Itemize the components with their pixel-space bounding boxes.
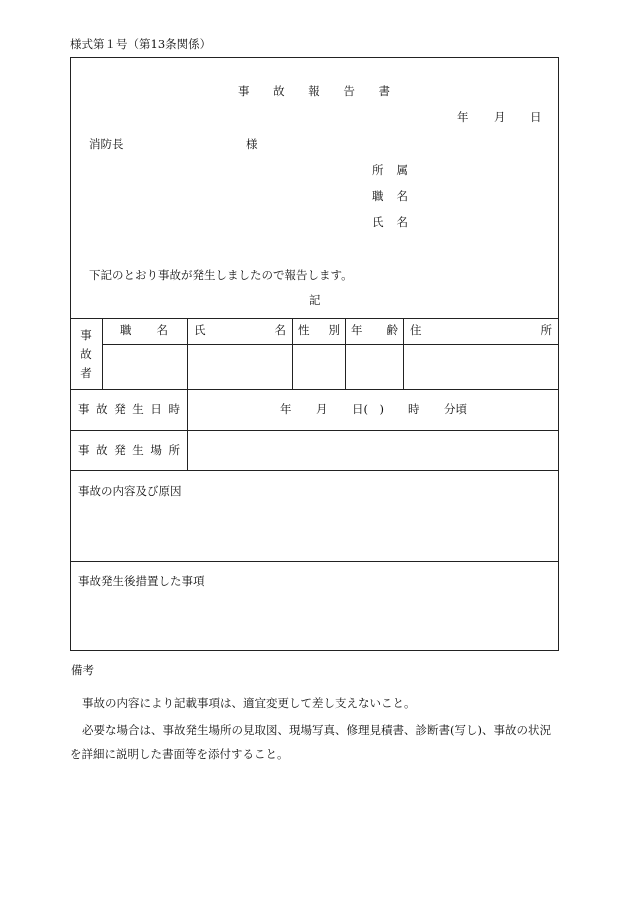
date-day: 日: [530, 110, 542, 124]
datetime-month: 月: [316, 402, 328, 416]
age-address-divider: [403, 318, 404, 389]
header-gender: 性 別: [298, 323, 340, 337]
date-month: 月: [494, 110, 506, 124]
datetime-hour: 時: [408, 402, 420, 416]
header-address: 住 所: [410, 323, 552, 337]
form-label: 様式第１号（第13条関係）: [70, 37, 212, 51]
measures-label: 事故発生後措置した事項: [78, 574, 205, 588]
addressee-honorific: 様: [246, 137, 258, 151]
place-bottom-line: [70, 470, 559, 471]
header-bottom-line: [102, 344, 559, 345]
date-year: 年: [457, 110, 469, 124]
datetime-year: 年: [280, 402, 292, 416]
content-cause-label: 事故の内容及び原因: [78, 484, 182, 498]
table-top-line: [70, 318, 559, 319]
datetime-minute: 分頃: [444, 402, 467, 416]
addressee-title: 消防長: [89, 137, 124, 151]
reporter-affiliation-label: 所 属: [372, 163, 408, 177]
remarks-heading: 備考: [71, 663, 94, 677]
position-name-divider: [187, 318, 188, 470]
party-label-divider: [102, 318, 103, 389]
datetime-label: 事 故 発 生 日 時: [78, 402, 180, 416]
header-name: 氏 名: [194, 323, 286, 337]
reporter-position-label: 職 名: [372, 189, 408, 203]
gender-age-divider: [345, 318, 346, 389]
content-bottom-line: [70, 561, 559, 562]
header-age: 年 齢: [351, 323, 398, 337]
intro-text: 下記のとおり事故が発生しましたので報告します。: [89, 268, 353, 282]
remark-item: 事故の内容により記載事項は、適宜変更して差し支えないこと。: [82, 696, 416, 710]
reporter-name-label: 氏 名: [372, 215, 408, 229]
place-label: 事 故 発 生 場 所: [78, 443, 180, 457]
document-title: 事 故 報 告 書: [238, 84, 390, 98]
ki-label: 記: [309, 293, 321, 307]
party-bottom-line: [70, 389, 559, 390]
name-gender-divider: [292, 318, 293, 389]
party-label: 事 故 者: [80, 328, 92, 380]
remark-item: 必要な場合は、事故発生場所の見取図、現場写真、修理見積書、診断書(写し)、事故の状況を詳細に説明した書面等を添付すること。: [70, 723, 551, 761]
header-position: 職 名: [120, 323, 168, 337]
datetime-day-weekday: 日( ): [352, 402, 384, 416]
datetime-bottom-line: [70, 430, 559, 431]
